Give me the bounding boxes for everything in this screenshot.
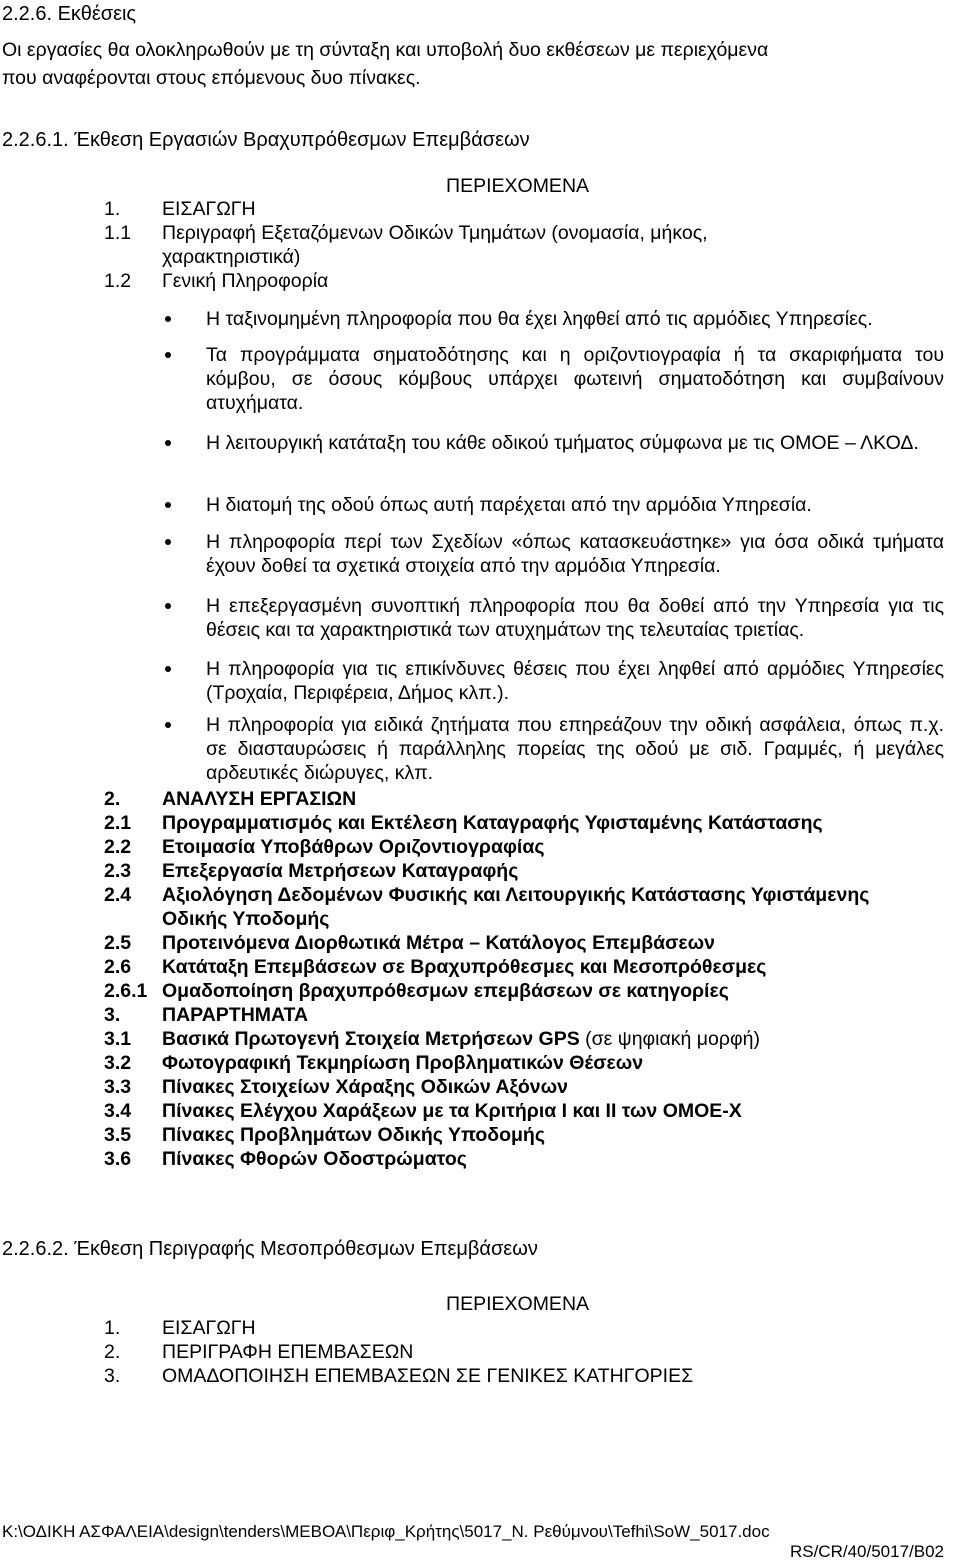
bullet-icon	[165, 722, 171, 728]
section-heading: 2.2.6. Εκθέσεις	[2, 3, 137, 25]
toc-item-text: Περιγραφή Εξεταζόμενων Οδικών Τμημάτων (ονομασία, μήκος,	[162, 222, 708, 244]
toc-item-number: 2.	[104, 1341, 121, 1363]
toc-item-text: ΑΝΑΛΥΣΗ ΕΡΓΑΣΙΩΝ	[162, 788, 357, 810]
toc-item-text: ΕΙΣΑΓΩΓΗ	[162, 1317, 256, 1339]
toc-item-text: Προγραμματισμός και Εκτέλεση Καταγραφής Υφισταμένης Κατάστασης	[162, 812, 823, 834]
toc-item-number: 3.6	[104, 1148, 132, 1170]
intro-paragraph-line-1: Οι εργασίες θα ολοκληρωθούν με τη σύνταξη και υποβολή δυο εκθέσεων με περιεχόμενα	[2, 39, 769, 61]
bullet-icon	[165, 603, 171, 609]
toc-item-number: 2.3	[104, 860, 132, 882]
toc-item-number: 2.4	[104, 884, 132, 906]
toc-item-text: Ετοιμασία Υποβάθρων Οριζοντιογραφίας	[162, 836, 545, 858]
toc-item-text: ΟΜΑΔΟΠΟΙΗΣΗ ΕΠΕΜΒΑΣΕΩΝ ΣΕ ΓΕΝΙΚΕΣ ΚΑΤΗΓΟΡΙΕΣ	[162, 1365, 694, 1387]
report1-toc-title: ΠΕΡΙΕΧΟΜΕΝΑ	[446, 175, 590, 197]
toc-item-text: Πίνακες Στοιχείων Χάραξης Οδικών Αξόνων	[162, 1076, 568, 1098]
toc-item-number: 2.6	[104, 956, 132, 978]
bullet-text: Η πληροφορία περί των Σχεδίων «όπως κατασκευάστηκε» για όσα οδικά τμήματα έχουν δοθεί τα σχετικά στοιχεία από την αρμόδια Υπηρεσία.	[206, 531, 944, 577]
intro-paragraph-line-2: που αναφέρονται στους επόμενους δυο πίνακες.	[2, 67, 421, 89]
bullet-text: Η διατομή της οδού όπως αυτή παρέχεται από την αρμόδια Υπηρεσία.	[206, 494, 812, 516]
report1-heading: 2.2.6.1. Έκθεση Εργασιών Βραχυπρόθεσμων Επεμβάσεων	[2, 129, 530, 151]
bullet-icon	[165, 539, 171, 545]
toc-item-number: 3.3	[104, 1076, 132, 1098]
footer-file-path: K:\ΟΔΙΚΗ ΑΣΦΑΛΕΙΑ\design\tenders\ΜΕΒΟΑ\Περιφ_Κρήτης\5017_Ν. Ρεθύμνου\Tefhi\SoW_5017.doc	[2, 1522, 770, 1541]
toc-item-text: Πίνακες Προβλημάτων Οδικής Υποδομής	[162, 1124, 545, 1146]
bullet-icon	[165, 666, 171, 672]
bullet-icon	[165, 316, 171, 322]
bullet-icon	[165, 440, 171, 446]
toc-item-text-bold: Βασικά Πρωτογενή Στοιχεία Μετρήσεων GPS	[162, 1028, 580, 1050]
toc-item-text-suffix: (σε ψηφιακή μορφή)	[579, 1028, 760, 1050]
toc-item-number: 1.	[104, 198, 121, 220]
toc-item-number: 2.2	[104, 836, 132, 858]
toc-item-number: 3.1	[104, 1028, 132, 1050]
toc-item-number: 3.	[104, 1004, 121, 1026]
bullet-icon	[165, 502, 171, 508]
toc-item-text: Προτεινόμενα Διορθωτικά Μέτρα – Κατάλογος Επεμβάσεων	[162, 932, 715, 954]
toc-item-number: 2.5	[104, 932, 132, 954]
toc-item-number: 2.1	[104, 812, 132, 834]
toc-item-number: 1.	[104, 1317, 121, 1339]
report2-toc-title: ΠΕΡΙΕΧΟΜΕΝΑ	[446, 1293, 590, 1315]
toc-item-text: Επεξεργασία Μετρήσεων Καταγραφής	[162, 860, 519, 882]
toc-item-text: Πίνακες Ελέγχου Χαράξεων με τα Κριτήρια Ι και ΙΙ των ΟΜΟΕ-Χ	[162, 1100, 742, 1122]
toc-item-text	[162, 1027, 760, 1051]
bullet-text: Η πληροφορία για ειδικά ζητήματα που επηρεάζουν την οδική ασφάλεια, όπως π.χ. σε διασταυρώσεις ή παράλληλης πορείας της οδού με σιδ. Γραμμές, ή μεγάλες αρδευτικές διώρυγες, κλπ.	[206, 714, 944, 784]
report2-heading: 2.2.6.2. Έκθεση Περιγραφής Μεσοπρόθεσμων Επεμβάσεων	[2, 1238, 538, 1260]
toc-item-text: Φωτογραφική Τεκμηρίωση Προβληματικών Θέσεων	[162, 1052, 644, 1074]
toc-item-text: Ομαδοποίηση βραχυπρόθεσμων επεμβάσεων σε κατηγορίες	[162, 980, 729, 1002]
footer-reference-code: RS/CR/40/5017/B02	[789, 1542, 944, 1561]
toc-item-number: 1.2	[104, 270, 132, 292]
toc-item-number: 2.6.1	[104, 980, 148, 1002]
toc-item-text: Αξιολόγηση Δεδομένων Φυσικής και Λειτουργικής Κατάστασης Υφιστάμενης	[162, 884, 870, 906]
toc-item-number: 3.4	[104, 1100, 132, 1122]
toc-item-text: Πίνακες Φθορών Οδοστρώματος	[162, 1148, 467, 1170]
toc-item-number: 2.	[104, 788, 121, 810]
toc-item-number: 3.	[104, 1365, 121, 1387]
toc-item-text: ΠΑΡΑΡΤΗΜΑΤΑ	[162, 1004, 309, 1026]
toc-item-number: 1.1	[104, 222, 132, 244]
toc-item-text: ΠΕΡΙΓΡΑΦΗ ΕΠΕΜΒΑΣΕΩΝ	[162, 1341, 414, 1363]
bullet-text: Η πληροφορία για τις επικίνδυνες θέσεις που έχει ληφθεί από αρμόδιες Υπηρεσίες (Τροχαία, Περιφέρεια, Δήμος κλπ.).	[206, 658, 944, 704]
bullet-text: Η επεξεργασμένη συνοπτική πληροφορία που θα δοθεί από την Υπηρεσία για τις θέσεις και τα χαρακτηριστικά των ατυχημάτων της τελευταίας τριετίας.	[206, 595, 944, 641]
toc-item-number: 3.2	[104, 1052, 132, 1074]
toc-item-text: ΕΙΣΑΓΩΓΗ	[162, 198, 256, 220]
bullet-text: Η ταξινομημένη πληροφορία που θα έχει ληφθεί από τις αρμόδιες Υπηρεσίες.	[206, 308, 873, 330]
bullet-icon	[165, 352, 171, 358]
bullet-text: Η λειτουργική κατάταξη του κάθε οδικού τμήματος σύμφωνα με τις ΟΜΟΕ – ΛΚΟΔ.	[206, 432, 919, 454]
toc-item-number: 3.5	[104, 1124, 132, 1146]
toc-item-text-continued: Οδικής Υποδομής	[162, 908, 330, 930]
toc-item-text-continued: χαρακτηριστικά)	[162, 246, 301, 268]
toc-item-text: Κατάταξη Επεμβάσεων σε Βραχυπρόθεσμες και Μεσοπρόθεσμες	[162, 956, 767, 978]
toc-item-text: Γενική Πληροφορία	[162, 270, 329, 292]
bullet-text: Τα προγράμματα σηματοδότησης και η οριζοντιογραφία ή τα σκαριφήματα του κόμβου, σε όσους κόμβους υπάρχει φωτεινή σηματοδότηση και συμβαίνουν ατυχήματα.	[206, 344, 944, 414]
